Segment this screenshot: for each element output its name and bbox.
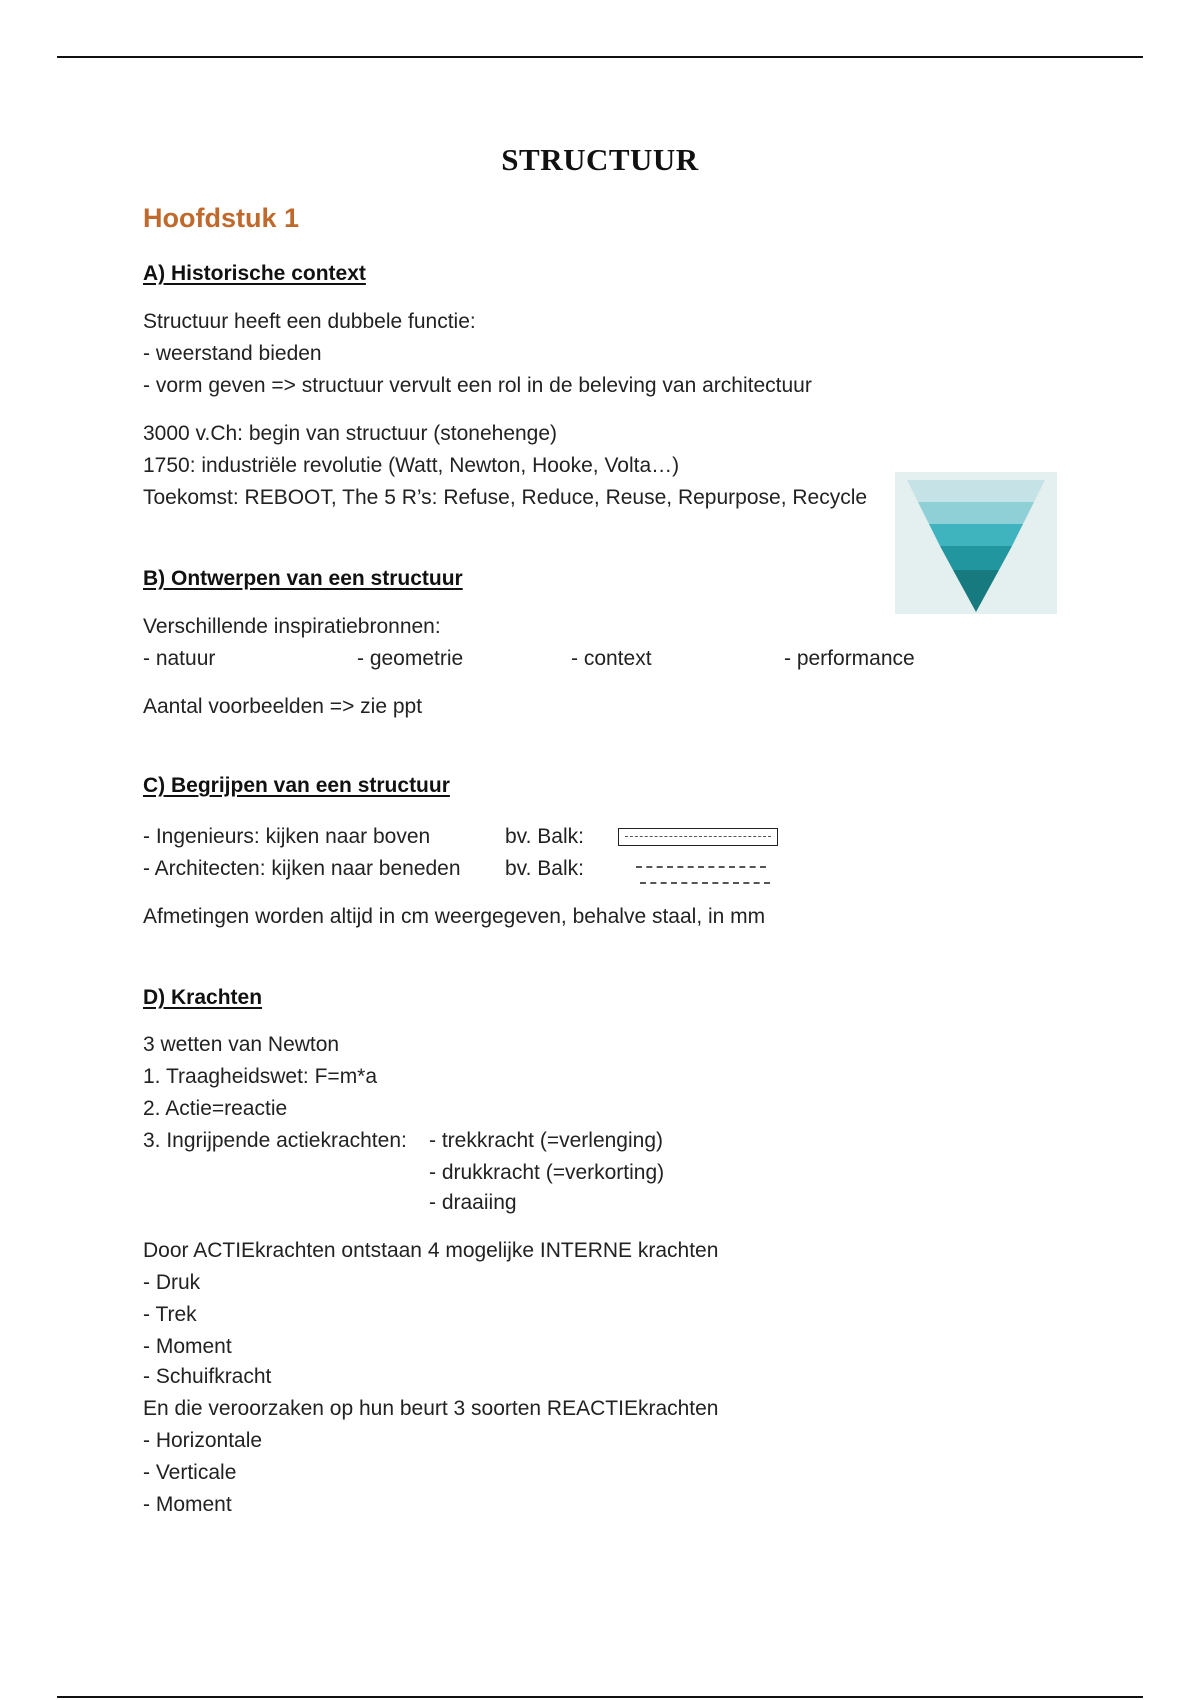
- action-force-item: - trekkracht (=verlenging): [429, 1129, 664, 1152]
- section-a-line: - weerstand bieden: [143, 342, 322, 365]
- beam-sketch-engineer: [618, 828, 778, 846]
- pyramid-layer-recycle: [953, 570, 999, 612]
- pyramid-graphic: [895, 472, 1057, 614]
- internal-force-item: - Druk: [143, 1271, 201, 1294]
- action-force-item: - draaiing: [429, 1191, 517, 1214]
- section-a-line: Toekomst: REBOOT, The 5 R’s: Refuse, Reduce, Reuse, Repurpose, Recycle: [143, 486, 868, 509]
- internal-force-item: - Trek: [143, 1303, 197, 1326]
- newton-law: 3. Ingrijpende actiekrachten:: [143, 1129, 407, 1152]
- inspiration-intro: Verschillende inspiratiebronnen:: [143, 615, 441, 638]
- dimensions-note: Afmetingen worden altijd in cm weergegeven, behalve staal, in mm: [143, 905, 766, 928]
- bottom-rule: [57, 1696, 1143, 1698]
- section-c-heading: C) Begrijpen van een structuur: [143, 774, 450, 797]
- top-rule: [57, 56, 1143, 58]
- examples-note: Aantal voorbeelden => zie ppt: [143, 695, 423, 718]
- section-b-heading: B) Ontwerpen van een structuur: [143, 567, 463, 590]
- chapter-heading: Hoofdstuk 1: [143, 203, 300, 233]
- section-a-line: Structuur heeft een dubbele functie:: [143, 310, 476, 333]
- inspiration-item: - natuur: [143, 647, 216, 670]
- internal-force-item: - Schuifkracht: [143, 1365, 272, 1388]
- reaction-force-item: - Horizontale: [143, 1429, 263, 1452]
- inspiration-item: - geometrie: [357, 647, 464, 670]
- action-force-item: - drukkracht (=verkorting): [429, 1161, 665, 1184]
- beam-label: bv. Balk:: [505, 857, 584, 880]
- section-a-line: - vorm geven => structuur vervult een rol in de beleving van architectuur: [143, 374, 812, 397]
- newton-law: 1. Traagheidswet: F=m*a: [143, 1065, 378, 1088]
- reaction-force-item: - Moment: [143, 1493, 232, 1516]
- pyramid-layer-reuse: [929, 524, 1023, 546]
- section-d-heading: D) Krachten: [143, 986, 263, 1009]
- reaction-force-item: - Verticale: [143, 1461, 237, 1484]
- five-r-pyramid-image: [895, 472, 1057, 614]
- architects-line: - Architecten: kijken naar beneden: [143, 857, 461, 880]
- inspiration-item: - performance: [784, 647, 915, 670]
- internal-forces-title: Door ACTIEkrachten ontstaan 4 mogelijke INTERNE krachten: [143, 1239, 719, 1262]
- beam-sketch-architect: [630, 860, 770, 888]
- section-a-heading: A) Historische context: [143, 262, 366, 285]
- newton-title: 3 wetten van Newton: [143, 1033, 340, 1056]
- pyramid-layer-repurpose: [940, 546, 1012, 570]
- newton-law: 2. Actie=reactie: [143, 1097, 288, 1120]
- section-a-line: 1750: industriële revolutie (Watt, Newton, Hooke, Volta…): [143, 454, 680, 477]
- beam-label: bv. Balk:: [505, 825, 584, 848]
- section-a-line: 3000 v.Ch: begin van structuur (stonehenge): [143, 422, 558, 445]
- pyramid-layer-refuse: [907, 480, 1045, 502]
- pyramid-layer-reduce: [918, 502, 1034, 524]
- page-title: STRUCTUUR: [501, 142, 699, 177]
- reaction-forces-title: En die veroorzaken op hun beurt 3 soorten REACTIEkrachten: [143, 1397, 719, 1420]
- inspiration-item: - context: [571, 647, 652, 670]
- engineers-line: - Ingenieurs: kijken naar boven: [143, 825, 431, 848]
- internal-force-item: - Moment: [143, 1335, 232, 1358]
